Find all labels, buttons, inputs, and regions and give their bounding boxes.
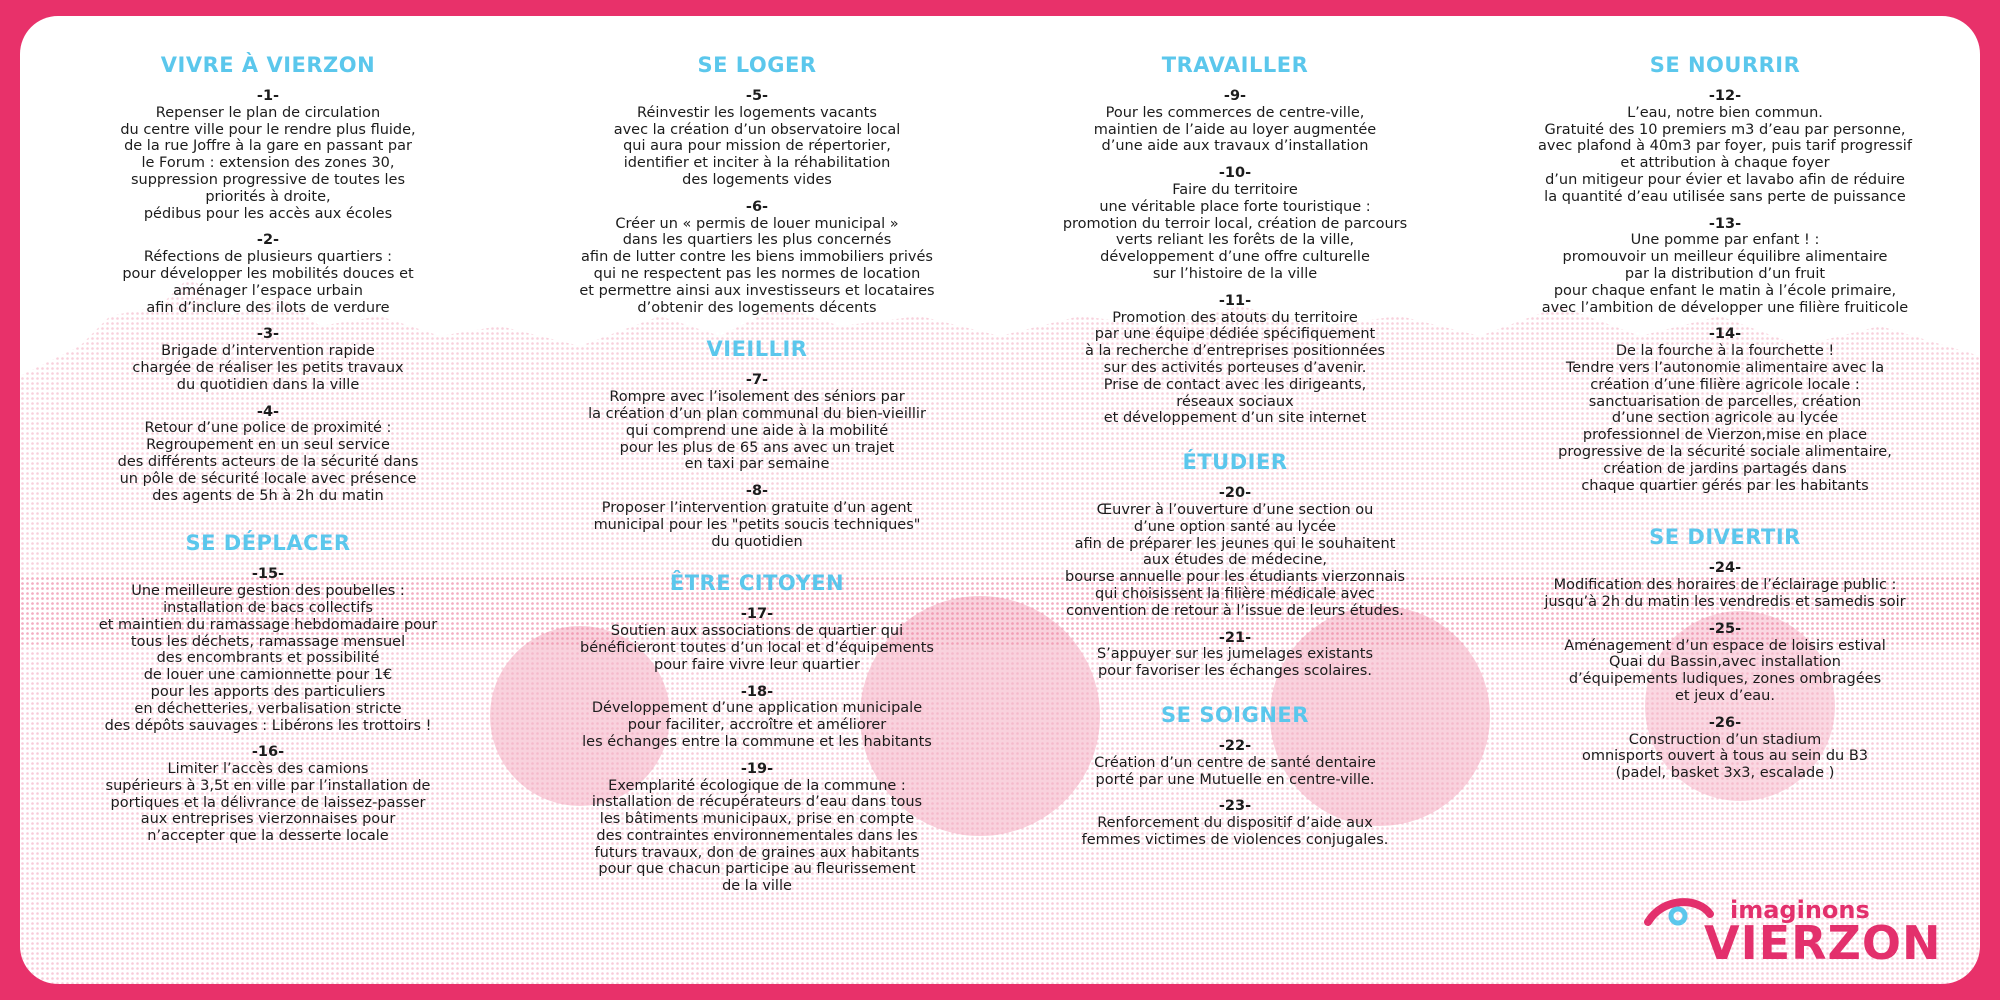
item-text: S’appuyer sur les jumelages existants pour favoriser les échanges scolaires. (1096, 646, 1374, 680)
item-text: Création d’un centre de santé dentaire porté par une Mutuelle en centre-ville. (1094, 754, 1376, 788)
section-title: VIEILLIR (706, 337, 808, 362)
item-text: Repenser le plan de circulation du centre ville pour le rendre plus fluide, de la rue Joffre à la gare en passant par le Forum : extension des zones 30, suppression progressive de toutes les priorités à droite, pédibus pour les accès aux écoles (120, 104, 416, 222)
item-number: -3- (256, 326, 280, 343)
item-number: -25- (1708, 620, 1742, 637)
item-text: De la fourche à la fourchette ! Tendre vers l’autonomie alimentaire avec la création d’une filière agricole locale : sanctuarisation de parcelles, création d’une section agricole au lycée professionnel de Vierzon,mise en place progressive de la sécurité sociale alimentaire, création de jardins partagés dans chaque quartier gérés par les habitants (1558, 343, 1892, 494)
item-text: Rompre avec l’isolement des séniors par la création d’un plan communal du bien-vieillir qui comprend une aide à la mobilité pour les plus de 65 ans avec un trajet en taxi par semaine (588, 389, 926, 473)
logo-main-text: VIERZON (1704, 916, 1942, 970)
item-number: -8- (745, 483, 769, 500)
section-title: ÉTUDIER (1182, 450, 1288, 475)
item-text: Réfections de plusieurs quartiers : pour développer les mobilités douces et aménager l’espace urbain afin d’inclure des ilots de verdure (122, 249, 414, 316)
item-number: -14- (1708, 326, 1742, 343)
section-title: VIVRE À VIERZON (160, 53, 376, 77)
item-number: -12- (1708, 88, 1742, 104)
item-number: -20- (1218, 485, 1252, 502)
item-text: Faire du territoire une véritable place forte touristique : promotion du terroir local, création de parcours verts reliant les forêts de la ville, développement d’une offre culturelle sur l’histoire de la ville (1062, 181, 1408, 282)
section-vieillir (532, 336, 982, 550)
item-number: -4- (256, 403, 280, 420)
item-text: Pour les commerces de centre-ville, maintien de l’aide au loyer augmentée d’une aide aux travaux d’installation (1093, 104, 1377, 155)
item-text: Exemplarité écologique de la commune : installation de récupérateurs d’eau dans tous les bâtiments municipaux, prise en compte des contraintes environnementales dans les futurs travaux, don de graines aux habitants pour que chacun participe au fleurissement de la ville (591, 777, 923, 895)
section-etre-citoyen (532, 570, 982, 895)
item-text: Aménagement d’un espace de loisirs estival Quai du Bassin,avec installation d’équipements ludiques, zones ombragées et jeux d’eau. (1564, 637, 1886, 704)
imaginons-vierzon-logo (1638, 892, 1948, 972)
item-text: Modification des horaires de l’éclairage public : jusqu’à 2h du matin les vendredis et samedis soir (1544, 577, 1906, 610)
section-title: SE DÉPLACER (185, 531, 351, 556)
item-text: Réinvestir les logements vacants avec la création d’un observatoire local qui aura pour mission de répertorier, identifier et inciter à la réhabilitation des logements vides (613, 104, 901, 188)
item-number: -17- (740, 606, 774, 623)
section-travailler (1020, 52, 1450, 427)
section-se-soigner (1020, 702, 1450, 849)
logo-top-text: imaginons (1730, 896, 1870, 924)
item-text: Promotion des atouts du territoire par une équipe dédiée spécifiquement à la recherche d’entreprises positionnées sur des activités porteuses d’avenir. Prise de contact avec les dirigeants, réseaux sociaux et développement d’un site internet (1084, 309, 1386, 427)
item-text: Une meilleure gestion des poubelles : installation de bacs collectifs et maintien du ramassage hebdomadaire pour tous les déchets, ramassage mensuel des encombrants et possibilité de louer une camionnette pour 1€ pour les apports des particuliers en déchetteries, verbalisation stricte des dépôts sauvages : Libérons les trottoirs ! (98, 583, 438, 734)
section-se-nourrir (1500, 52, 1950, 494)
section-title: SE NOURRIR (1649, 53, 1801, 77)
item-number: -1- (256, 88, 280, 104)
program-sheet (20, 16, 1980, 984)
item-number: -23- (1218, 798, 1252, 815)
item-text: Brigade d’intervention rapide chargée de réaliser les petits travaux du quotidien dans la ville (132, 343, 404, 393)
item-text: L’eau, notre bien commun. Gratuité des 10 premiers m3 d’eau par personne, avec plafond à 40m3 par foyer, puis tarif progressif et attribution à chaque foyer d’un mitigeur pour évier et lavabo afin de réduire la quantité d’eau utilisée sans perte de puissance (1538, 104, 1912, 205)
item-number: -6- (745, 198, 769, 215)
section-title: SE LOGER (697, 53, 817, 77)
item-text: Soutien aux associations de quartier qui bénéficieront toutes d’un local et d’équipements pour faire vivre leur quartier (580, 623, 934, 673)
item-number: -11- (1218, 292, 1252, 309)
item-text: Limiter l’accès des camions supérieurs à 3,5t en ville par l’installation de portiques et la délivrance de laissez-passer aux entreprises vierzonnaises pour n’accepter que la desserte locale (105, 761, 431, 845)
item-number: -15- (251, 566, 285, 583)
section-se-deplacer (58, 530, 478, 845)
item-text: Œuvrer à l’ouverture d’une section ou d’une option santé au lycée afin de préparer les jeunes qui le souhaitent aux études de médecine, bourse annuelle pour les étudiants vierzonnais qui choisissent la filière médicale avec convention de retour à l’issue de leurs études. (1065, 501, 1405, 619)
item-number: -10- (1218, 165, 1252, 182)
item-text: Renforcement du dispositif d’aide aux femmes victimes de violences conjugales. (1081, 815, 1389, 848)
item-number: -18- (740, 683, 774, 700)
item-text: Une pomme par enfant ! : promouvoir un meilleur équilibre alimentaire par la distribution d’un fruit pour chaque enfant le matin à l’école primaire, avec l’ambition de développer une filière fruiticole (1541, 232, 1909, 316)
item-number: -2- (256, 232, 280, 249)
column-2 (532, 52, 982, 895)
item-number: -5- (745, 88, 769, 104)
section-vivre-a-vierzon (58, 52, 478, 504)
section-se-divertir (1500, 524, 1950, 782)
item-number: -26- (1708, 714, 1742, 731)
section-title: ÊTRE CITOYEN (669, 571, 845, 596)
section-title: TRAVAILLER (1161, 53, 1309, 77)
item-text: Développement d’une application municipale pour faciliter, accroître et améliorer les échanges entre la commune et les habitants (582, 700, 932, 750)
item-text: Construction d’un stadium omnisports ouvert à tous au sein du B3 (padel, basket 3x3, escalade ) (1581, 731, 1869, 782)
item-number: -22- (1218, 737, 1252, 754)
column-3 (1020, 52, 1450, 849)
item-text: Retour d’une police de proximité : Regroupement en un seul service des différents acteurs de la sécurité dans un pôle de sécurité locale avec présence des agents de 5h à 2h du matin (117, 420, 419, 504)
item-number: -7- (745, 372, 769, 389)
section-se-loger (532, 52, 982, 316)
item-number: -9- (1223, 88, 1247, 104)
column-4 (1500, 52, 1950, 782)
section-title: SE DIVERTIR (1649, 525, 1801, 550)
item-text: Créer un « permis de louer municipal » dans les quartiers les plus concernés afin de lutter contre les biens immobiliers privés qui ne respectent pas les normes de location et permettre ainsi aux investisseurs et locataires d’obtenir des logements décents (579, 215, 935, 316)
section-title: SE SOIGNER (1161, 702, 1309, 727)
item-number: -21- (1218, 629, 1252, 646)
item-number: -13- (1708, 215, 1742, 232)
section-etudier (1020, 449, 1450, 680)
column-1 (58, 52, 478, 845)
item-number: -19- (740, 760, 774, 777)
item-number: -24- (1708, 560, 1742, 577)
item-text: Proposer l’intervention gratuite d’un agent municipal pour les "petits soucis techniques" du quotidien (593, 499, 921, 550)
item-number: -16- (251, 744, 285, 761)
